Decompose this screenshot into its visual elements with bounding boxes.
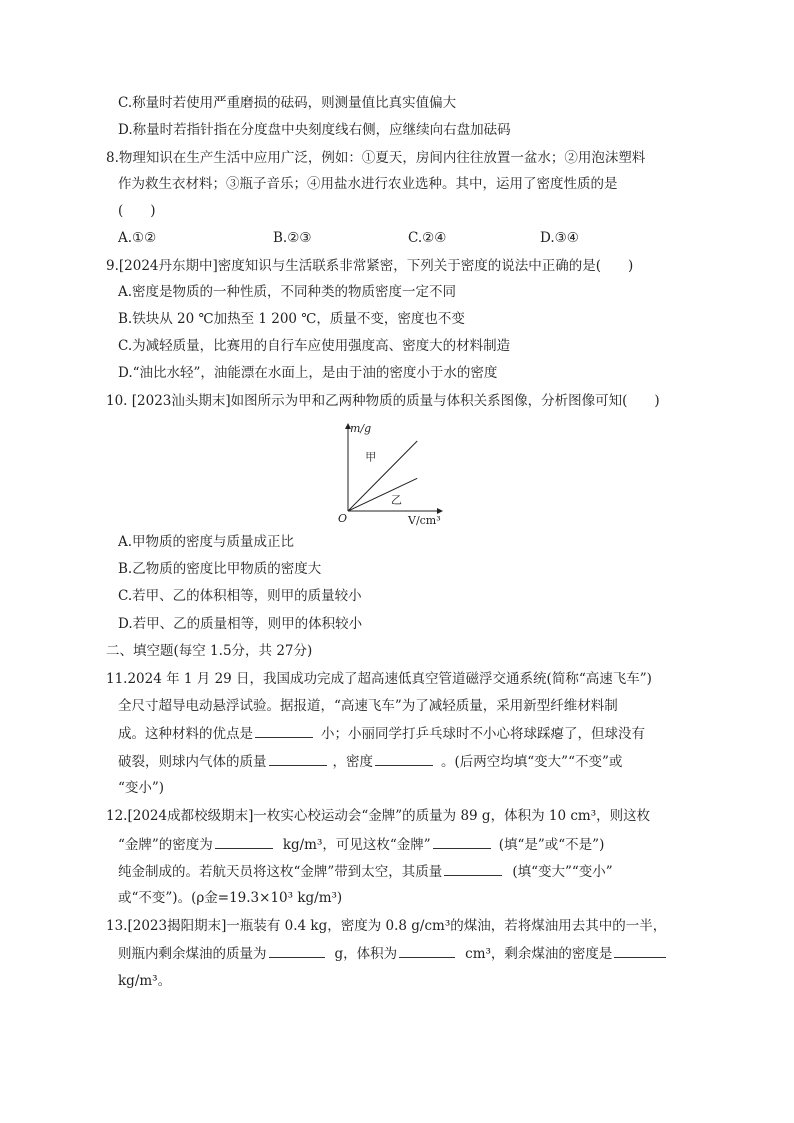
q11-line2: 全尺寸超导电动悬浮试验。据报道，“高速飞车”为了减轻质量，采用新型纤维材料制 xyxy=(118,698,618,714)
q11-line1: 11.2024 年 1 月 29 日，我国成功完成了超高速低真空管道磁浮交通系统(简称“高速飞车”) xyxy=(106,671,652,687)
q13-line2-text-a: 则瓶内剩余煤油的质量为 xyxy=(118,946,267,962)
series-line-jia xyxy=(348,441,417,511)
series-label-yi: 乙 xyxy=(390,493,402,507)
q12-blank-3[interactable] xyxy=(444,861,502,876)
q10-option-c: C.若甲、乙的体积相等，则甲的质量较小 xyxy=(118,588,362,604)
q7-option-c: C.称量时若使用严重磨损的砝码，则测量值比真实值偏大 xyxy=(118,95,457,111)
q10-stem: 10. [2023汕头期末]如图所示为甲和乙两种物质的质量与体积关系图像，分析图像可知( ) xyxy=(106,393,660,409)
q12-line2-text-a: “金牌”的密度为 xyxy=(118,837,213,853)
q11-line4-text-a: 破裂，则球内气体的质量 xyxy=(118,754,267,770)
mass-volume-graph xyxy=(330,418,450,530)
q11-blank-2[interactable] xyxy=(269,751,327,766)
q11-line3 xyxy=(118,723,645,744)
x-axis-label: V/cm³ xyxy=(408,514,441,527)
q13-blank-2[interactable] xyxy=(399,943,455,958)
q12-line2 xyxy=(118,834,604,855)
q12-line4: 或“不变”)。(ρ金=19.3×10³ kg/m³) xyxy=(118,890,343,906)
q8-option-b: B.②③ xyxy=(273,230,312,246)
q12-line2-text-b: kg/m³，可见这枚“金牌” xyxy=(282,837,431,853)
y-axis-label: m/g xyxy=(350,422,372,435)
section-heading: 二、填空题(每空 1.5分，共 27分) xyxy=(106,643,313,659)
q13-line2-text-c: cm³，剩余煤油的密度是 xyxy=(465,946,613,962)
q11-blank-1[interactable] xyxy=(255,723,313,738)
q10-option-d: D.若甲、乙的质量相等，则甲的体积较小 xyxy=(118,616,363,632)
q13-line3: kg/m³。 xyxy=(118,973,172,989)
q7-option-d: D.称量时若指针指在分度盘中央刻度线右侧，应继续向右盘加砝码 xyxy=(118,122,511,138)
q10-option-b: B.乙物质的密度比甲物质的密度大 xyxy=(118,561,322,577)
q9-stem: 9.[2024丹东期中]密度知识与生活联系非常紧密，下列关于密度的说法中正确的是( ) xyxy=(106,258,634,274)
q13-line1: 13.[2023揭阳期末]一瓶装有 0.4 kg，密度为 0.8 g/cm³的煤油，若将煤油用去其中的一半， xyxy=(106,918,667,934)
series-label-jia: 甲 xyxy=(365,450,377,464)
q13-line2-text-b: g，体积为 xyxy=(334,946,398,962)
q12-blank-2[interactable] xyxy=(433,834,491,849)
q8-stem-line2: 作为救生衣材料；③瓶子音乐；④用盐水进行农业选种。其中，运用了密度性质的是 xyxy=(118,176,618,192)
q9-option-d: D.“油比水轻”，油能漂在水面上，是由于油的密度小于水的密度 xyxy=(118,365,498,381)
q11-line4 xyxy=(118,751,622,772)
series-line-yi xyxy=(348,478,417,511)
q10-option-a: A.甲物质的密度与质量成正比 xyxy=(118,534,295,550)
q11-line4-text-b: ，密度 xyxy=(332,754,373,770)
q12-line1: 12.[2024成都校级期末]一枚实心校运动会“金牌”的质量为 89 g，体积为 10 cm³，则这枚 xyxy=(106,808,651,824)
q13-blank-1[interactable] xyxy=(269,943,325,958)
q8-option-c: C.②④ xyxy=(408,230,447,246)
q9-option-a: A.密度是物质的一种性质，不同种类的物质密度一定不同 xyxy=(118,284,457,300)
q13-blank-3[interactable] xyxy=(614,943,666,958)
q8-option-a: A.①② xyxy=(118,230,157,246)
q8-option-d: D.③④ xyxy=(540,230,579,246)
q12-line2-text-c: (填“是”或“不是”) xyxy=(498,837,605,853)
q12-line3-text-b: (填“变大”“变小” xyxy=(512,864,613,880)
q11-line4-text-c: 。(后两空均填“变大”“不变”或 xyxy=(441,754,623,770)
q8-answer-paren: ( ) xyxy=(118,203,156,219)
q12-blank-1[interactable] xyxy=(215,834,273,849)
q12-line3 xyxy=(118,861,613,882)
q11-blank-3[interactable] xyxy=(375,751,433,766)
q12-line3-text-a: 纯金制成的。若航天员将这枚“金牌”带到太空，其质量 xyxy=(118,864,443,880)
q9-option-b: B.铁块从 20 ℃加热至 1 200 ℃，质量不变，密度也不变 xyxy=(118,311,465,327)
origin-label: O xyxy=(338,512,348,525)
q9-option-c: C.为减轻质量，比赛用的自行车应使用强度高、密度大的材料制造 xyxy=(118,338,511,354)
q13-line2 xyxy=(118,943,666,964)
q8-stem-line1: 8.物理知识在生产生活中应用广泛，例如：①夏天，房间内往往放置一盆水；②用泡沫塑料 xyxy=(106,150,646,166)
q11-line5: “变小”) xyxy=(118,780,165,796)
q11-line3-text-a: 成。这种材料的优点是 xyxy=(118,726,253,742)
q11-line3-text-b: 小；小丽同学打乒乓球时不小心将球踩瘪了，但球没有 xyxy=(321,726,645,742)
